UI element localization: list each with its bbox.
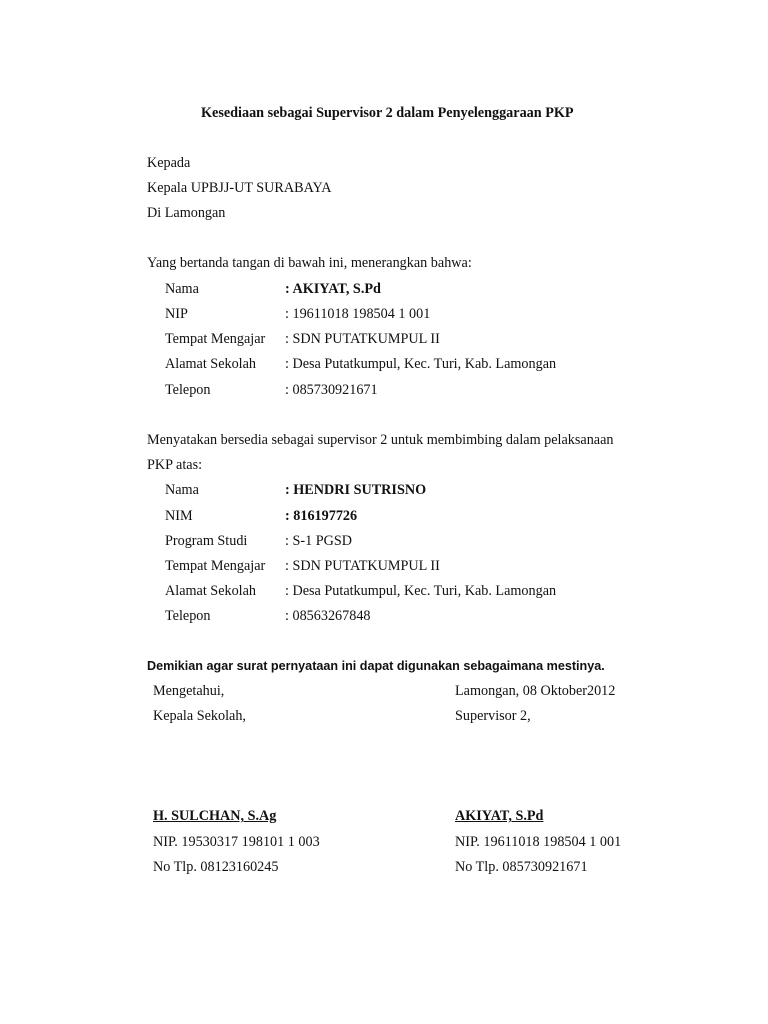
student-value: : SDN PUTATKUMPUL II xyxy=(285,558,440,574)
left-sign-nip: NIP. 19530317 198101 1 003 xyxy=(153,834,320,850)
student-label: Nama xyxy=(165,482,199,498)
supervisor-value: : AKIYAT, S.Pd xyxy=(285,281,381,297)
student-label: Alamat Sekolah xyxy=(165,583,257,599)
recipient-line-1: Kepada xyxy=(147,155,191,171)
supervisor-value: : 085730921671 xyxy=(285,382,378,398)
student-value: : S-1 PGSD xyxy=(285,533,353,549)
left-sign-role: Kepala Sekolah, xyxy=(153,708,246,724)
student-label: Telepon xyxy=(165,608,211,624)
student-label: NIM xyxy=(165,508,193,524)
student-label: Program Studi xyxy=(165,533,248,549)
supervisor-label: Tempat Mengajar xyxy=(165,331,266,347)
supervisor-label: Telepon xyxy=(165,382,211,398)
intro-text: Yang bertanda tangan di bawah ini, menerangkan bahwa: xyxy=(147,255,472,271)
left-sign-phone: No Tlp. 08123160245 xyxy=(153,859,279,875)
statement-line-2: PKP atas: xyxy=(147,457,203,473)
supervisor-label: NIP xyxy=(165,306,188,322)
supervisor-label: Nama xyxy=(165,281,199,297)
right-sign-nip: NIP. 19611018 198504 1 001 xyxy=(455,834,622,850)
student-value: : 816197726 xyxy=(285,508,358,524)
student-value: : 08563267848 xyxy=(285,608,371,624)
recipient-line-3: Di Lamongan xyxy=(147,205,226,221)
recipient-line-2: Kepala UPBJJ-UT SURABAYA xyxy=(147,180,332,196)
right-sign-name: AKIYAT, S.Pd xyxy=(455,808,544,824)
supervisor-value: : 19611018 198504 1 001 xyxy=(285,306,431,322)
left-sign-heading: Mengetahui, xyxy=(153,683,225,699)
student-value: : Desa Putatkumpul, Kec. Turi, Kab. Lamongan xyxy=(285,583,557,599)
supervisor-value: : SDN PUTATKUMPUL II xyxy=(285,331,440,347)
supervisor-value: : Desa Putatkumpul, Kec. Turi, Kab. Lamongan xyxy=(285,356,557,372)
student-value: : HENDRI SUTRISNO xyxy=(285,482,427,498)
right-sign-phone: No Tlp. 085730921671 xyxy=(455,859,588,875)
document-title: Kesediaan sebagai Supervisor 2 dalam Penyelenggaraan PKP xyxy=(201,105,574,121)
student-label: Tempat Mengajar xyxy=(165,558,266,574)
right-sign-heading: Lamongan, 08 Oktober2012 xyxy=(455,683,616,699)
left-sign-name: H. SULCHAN, S.Ag xyxy=(153,808,277,824)
right-sign-role: Supervisor 2, xyxy=(455,708,531,724)
closing-statement: Demikian agar surat pernyataan ini dapat digunakan sebagaimana mestinya. xyxy=(147,659,605,673)
supervisor-label: Alamat Sekolah xyxy=(165,356,257,372)
statement-line-1: Menyatakan bersedia sebagai supervisor 2 untuk membimbing dalam pelaksanaan xyxy=(147,432,614,448)
